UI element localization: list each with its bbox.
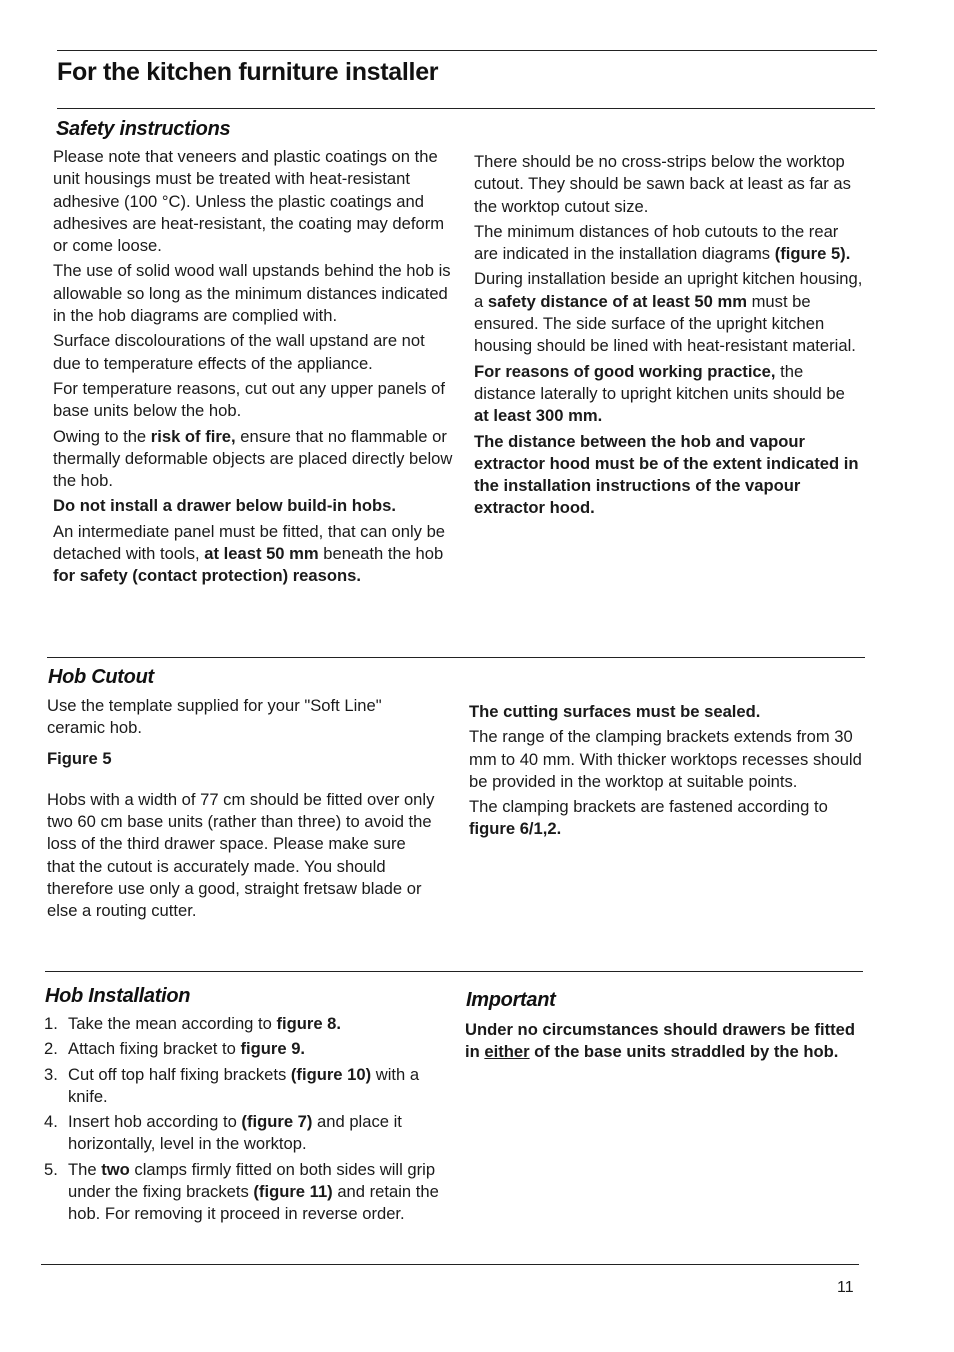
- list-item: 1. Take the mean according to figure 8.: [44, 1014, 342, 1033]
- drawer-warning: Do not install a drawer below build-in hobs.: [53, 496, 396, 516]
- sealing-note: The cutting surfaces must be sealed.: [469, 702, 761, 721]
- bottom-rule: [41, 1264, 859, 1265]
- cutout-left-column: [47, 695, 437, 926]
- top-rule: [57, 50, 877, 51]
- cutout-section-rule: [47, 657, 865, 658]
- safety-distance-paragraph: During installation beside an upright kitchen housing, a safety distance of at least 50 mm must be ensured. The side surface of the upright kitchen housing should be lined with heat-resistant material.: [474, 269, 863, 356]
- intermediate-panel-paragraph: An intermediate panel must be fitted, that can only be detached with tools, at least 50 mm beneath the hob for safety (contact protection) reasons.: [53, 521, 446, 586]
- template-paragraph: Use the template supplied for your "Soft Line" ceramic hob.: [47, 696, 382, 738]
- cutout-heading: Hob Cutout: [48, 666, 154, 688]
- installation-heading: Hob Installation: [45, 985, 191, 1007]
- figure-reference: Figure 5: [47, 748, 112, 768]
- installation-section-rule: [45, 971, 863, 972]
- safety-heading: Safety instructions: [56, 118, 231, 140]
- working-practice-paragraph: For reasons of good working practice, the distance laterally to upright kitchen units should be at least 300 mm.: [474, 361, 845, 426]
- list-item: 4. Insert hob according to (figure 7) and place it horizontally, level in the worktop.: [44, 1112, 402, 1154]
- min-distance-paragraph: The minimum distances of hob cutouts to the rear are indicated in the installation diagrams (figure 5).: [474, 221, 851, 264]
- title-underline-rule: [57, 108, 875, 109]
- list-item: 5. The two clamps firmly fitted on both sides will grip under the fixing brackets (figure 11) and retain the hob. For removing it proceed in reverse order.: [44, 1159, 439, 1224]
- installation-steps: [44, 1013, 444, 1229]
- safety-paragraph: Please note that veneers and plastic coatings on the unit housings must be treated with heat-resistant adhesive (100 °C). Unless the plastic coatings and adhesives are heat-resistant, the coating may deform or come loose.: [53, 147, 445, 256]
- safety-paragraph: Surface discolourations of the wall upstand are not due to temperature effects of the appliance.: [53, 331, 425, 373]
- clamping-range-paragraph: The range of the clamping brackets extends from 30 mm to 40 mm. With thicker worktops recesses should be provided in the worktop at suitable points.: [469, 727, 862, 791]
- safety-paragraph: For temperature reasons, cut out any upper panels of base units below the hob.: [53, 378, 446, 421]
- safety-paragraph: The use of solid wood wall upstands behind the hob is allowable so long as the minimum distances indicated in the hob diagrams are complied with.: [53, 261, 451, 326]
- list-item: 3. Cut off top half fixing brackets (figure 10) with a knife.: [44, 1064, 420, 1106]
- important-heading: Important: [466, 989, 556, 1011]
- cutout-right-column: [469, 701, 864, 844]
- safety-right-column: [474, 151, 864, 523]
- hob-width-paragraph: Hobs with a width of 77 cm should be fitted over only two 60 cm base units (rather than three) to avoid the loss of the third drawer space. Please make sure that the cutout is accurately made. You should therefore use only a good, straight fretsaw blade or else a routing cutter.: [47, 789, 435, 921]
- page-number: 11: [837, 1279, 854, 1296]
- important-note: Under no circumstances should drawers be fitted in either of the base units straddled by the hob.: [465, 1020, 856, 1062]
- safety-paragraph: There should be no cross-strips below the worktop cutout. They should be sawn back at least as far as the worktop cutout size.: [474, 152, 851, 216]
- vapour-hood-paragraph: The distance between the hob and vapour extractor hood must be of the extent indicated in the installation instructions of the vapour extractor hood.: [474, 431, 859, 518]
- fire-risk-paragraph: Owing to the risk of fire, ensure that no flammable or thermally deformable objects are placed directly below the hob.: [53, 426, 453, 491]
- clamping-fastening-paragraph: The clamping brackets are fastened according to figure 6/1,2.: [469, 797, 828, 839]
- page-title: For the kitchen furniture installer: [57, 58, 439, 86]
- list-item: 2. Attach fixing bracket to figure 9.: [44, 1039, 306, 1059]
- safety-left-column: [53, 146, 453, 591]
